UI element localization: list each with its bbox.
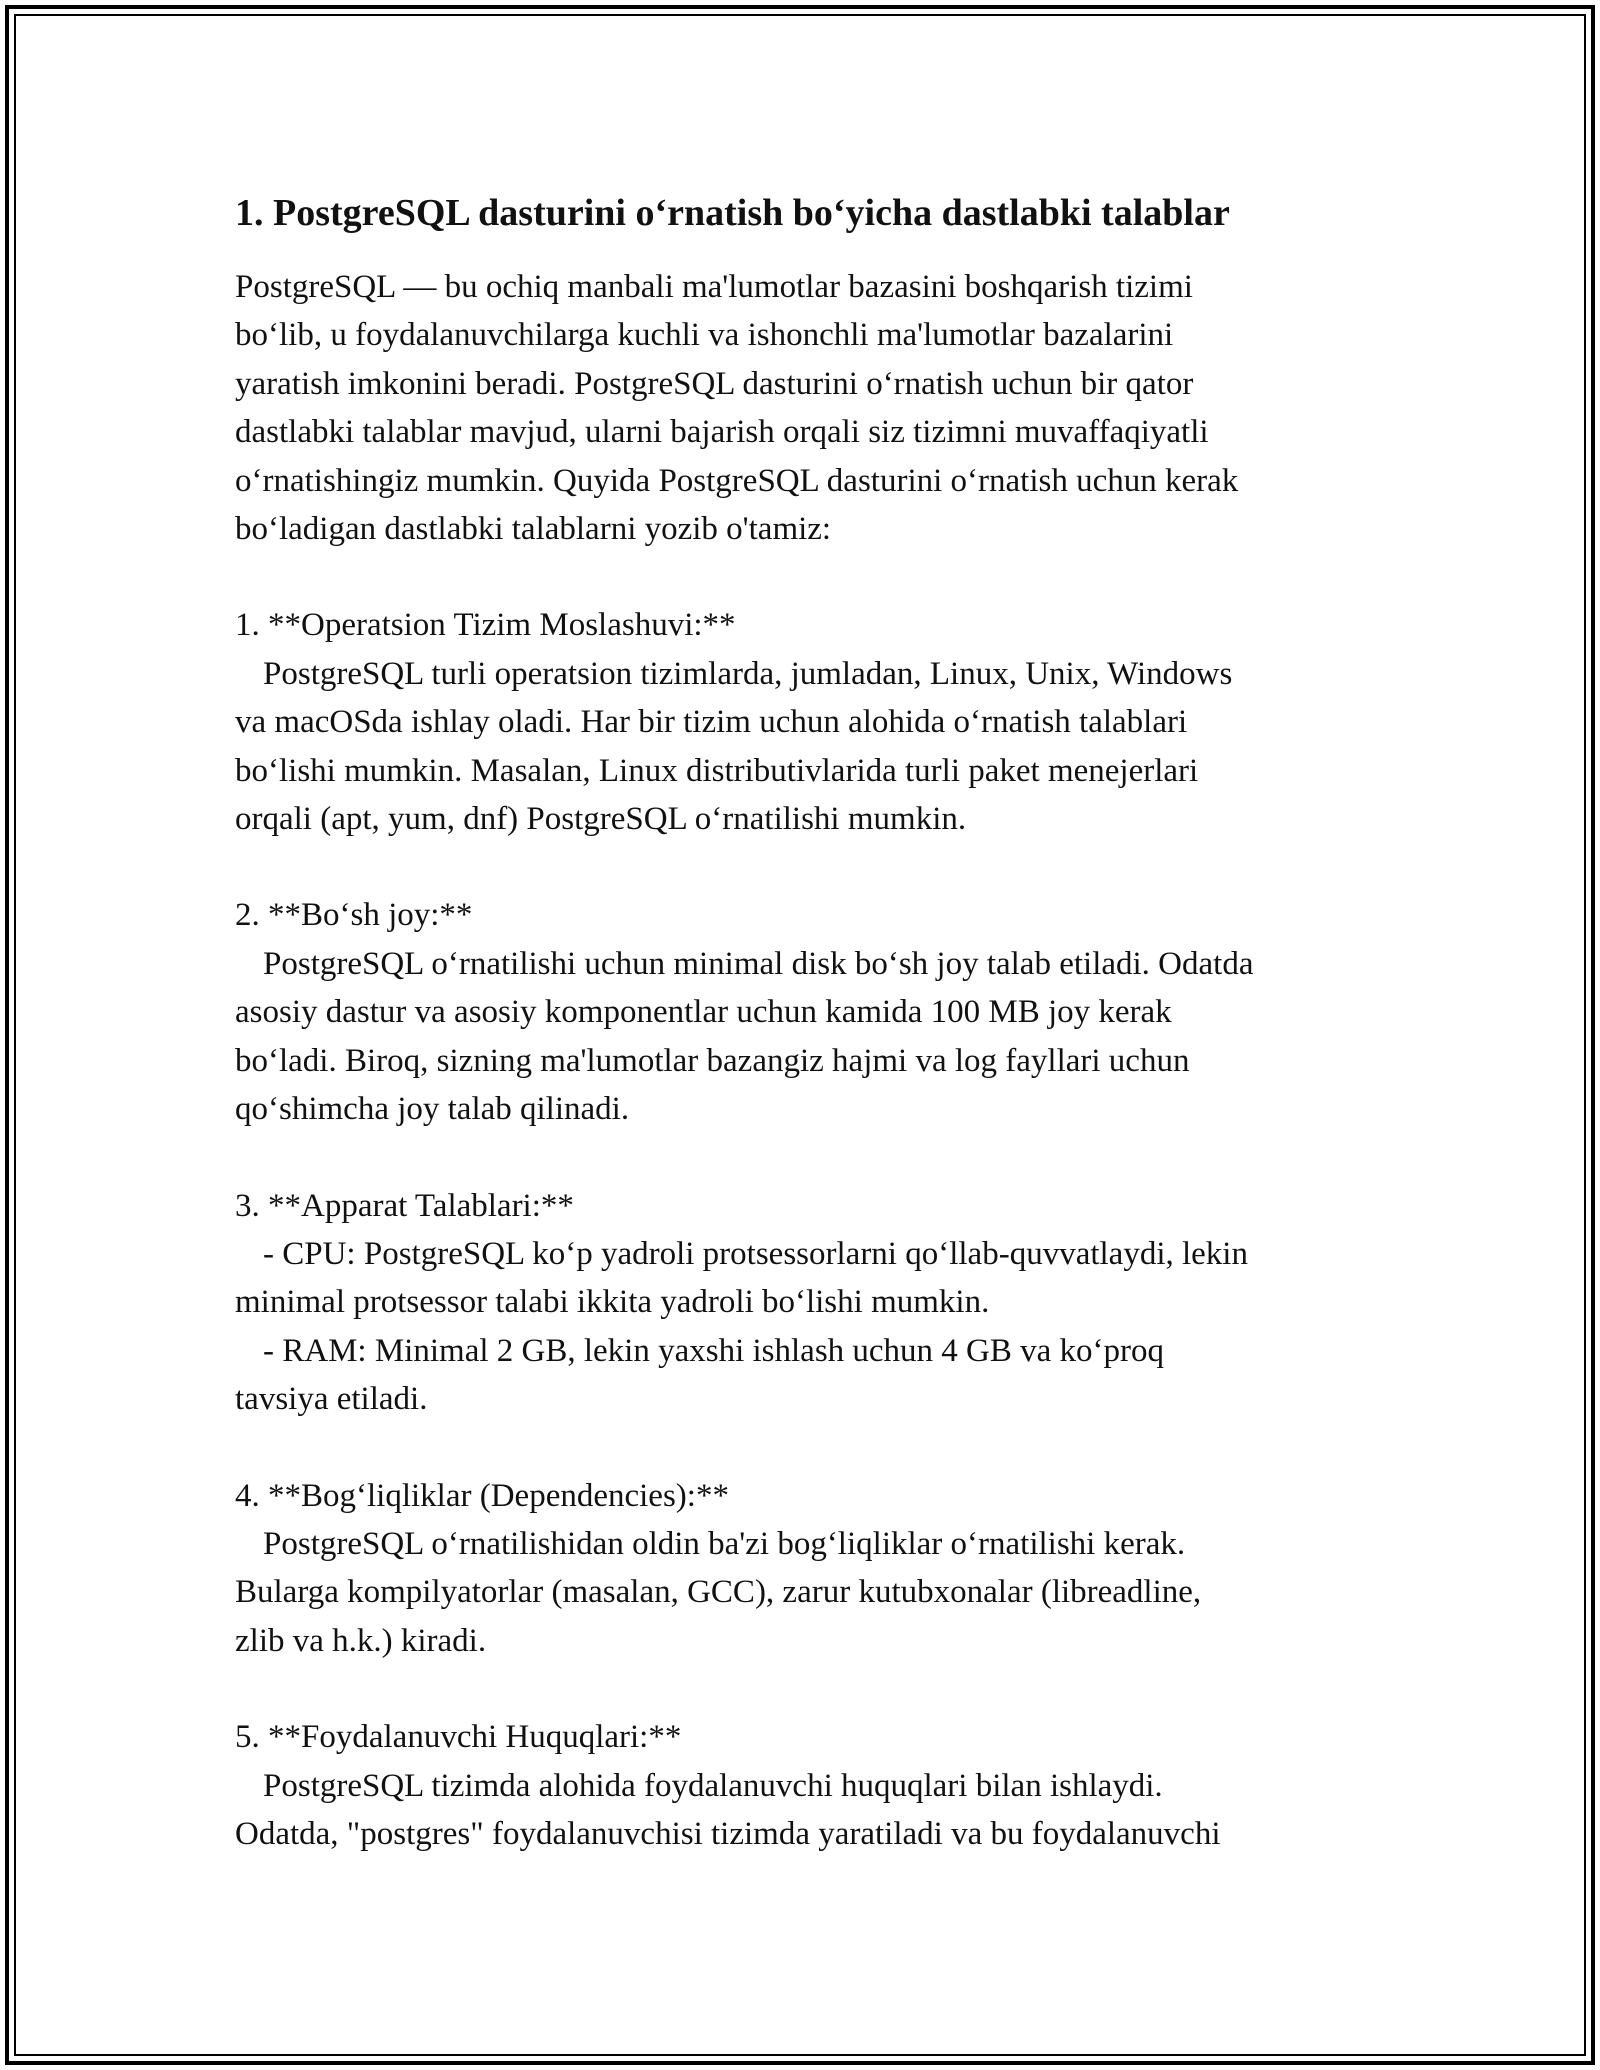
section-heading: 3. **Apparat Talablari:** <box>235 1187 574 1224</box>
section-line: bo‘lishi mumkin. Masalan, Linux distributivlarida turli paket menejerlari <box>235 752 1199 789</box>
section-line: PostgreSQL turli operatsion tizimlarda, jumladan, Linux, Unix, Windows <box>263 655 1233 692</box>
section-heading: 1. **Operatsion Tizim Moslashuvi:** <box>235 607 736 644</box>
intro-line: PostgreSQL — bu ochiq manbali ma'lumotlar bazasini boshqarish tizimi <box>235 269 1193 305</box>
intro-line: bo‘lib, u foydalanuvchilarga kuchli va ishonchli ma'lumotlar bazalarini <box>235 317 1174 354</box>
intro-paragraph <box>235 263 1395 553</box>
section-line: PostgreSQL o‘rnatilishidan oldin ba'zi bog‘liqliklar o‘rnatilishi kerak. <box>263 1525 1186 1562</box>
section-line: asosiy dastur va asosiy komponentlar uchun kamida 100 MB joy kerak <box>235 994 1172 1031</box>
section-line: Bularga kompilyatorlar (masalan, GCC), zarur kutubxonalar (libreadline, <box>235 1574 1202 1611</box>
section-line: Odatda, "postgres" foydalanuvchisi tizimda yaratiladi va bu foydalanuvchi <box>235 1815 1221 1852</box>
section-disk-space <box>235 891 1395 1133</box>
intro-line: dastlabki talablar mavjud, ularni bajarish orqali siz tizimni muvaffaqiyatli <box>235 414 1209 451</box>
intro-line: yaratish imkonini beradi. PostgreSQL dasturini o‘rnatish uchun bir qator <box>235 365 1194 402</box>
document-title: 1. PostgreSQL dasturini o‘rnatish bo‘yicha dastlabki talablar <box>235 192 1230 234</box>
section-heading: 2. **Bo‘sh joy:** <box>235 897 473 934</box>
section-line: va macOSda ishlay oladi. Har bir tizim uchun alohida o‘rnatish talablari <box>235 704 1188 741</box>
section-heading: 4. **Bog‘liqliklar (Dependencies):** <box>235 1477 729 1514</box>
section-hardware <box>235 1182 1395 1424</box>
section-line: orqali (apt, yum, dnf) PostgreSQL o‘rnatilishi mumkin. <box>235 801 967 838</box>
section-os-compatibility <box>235 601 1395 843</box>
document-body <box>235 185 1395 1858</box>
section-line: - CPU: PostgreSQL ko‘p yadroli protsessorlarni qo‘llab-quvvatlaydi, lekin <box>263 1235 1248 1272</box>
intro-line: o‘rnatishingiz mumkin. Quyida PostgreSQL dasturini o‘rnatish uchun kerak <box>235 462 1239 499</box>
section-line: PostgreSQL tizimda alohida foydalanuvchi huquqlari bilan ishlaydi. <box>263 1767 1163 1804</box>
section-line: zlib va h.k.) kiradi. <box>235 1622 487 1659</box>
section-user-rights <box>235 1713 1395 1858</box>
section-line: bo‘ladi. Biroq, sizning ma'lumotlar bazangiz hajmi va log fayllari uchun <box>235 1042 1190 1079</box>
section-line: minimal protsessor talabi ikkita yadroli bo‘lishi mumkin. <box>235 1284 990 1321</box>
intro-line: bo‘ladigan dastlabki talablarni yozib o'tamiz: <box>235 511 832 548</box>
section-line: tavsiya etiladi. <box>235 1381 428 1418</box>
section-line: qo‘shimcha joy talab qilinadi. <box>235 1091 630 1128</box>
section-line: PostgreSQL o‘rnatilishi uchun minimal disk bo‘sh joy talab etiladi. Odatda <box>263 945 1254 982</box>
section-line: - RAM: Minimal 2 GB, lekin yaxshi ishlash uchun 4 GB va ko‘proq <box>263 1332 1165 1369</box>
section-heading: 5. **Foydalanuvchi Huquqlari:** <box>235 1719 682 1756</box>
section-dependencies <box>235 1472 1395 1666</box>
